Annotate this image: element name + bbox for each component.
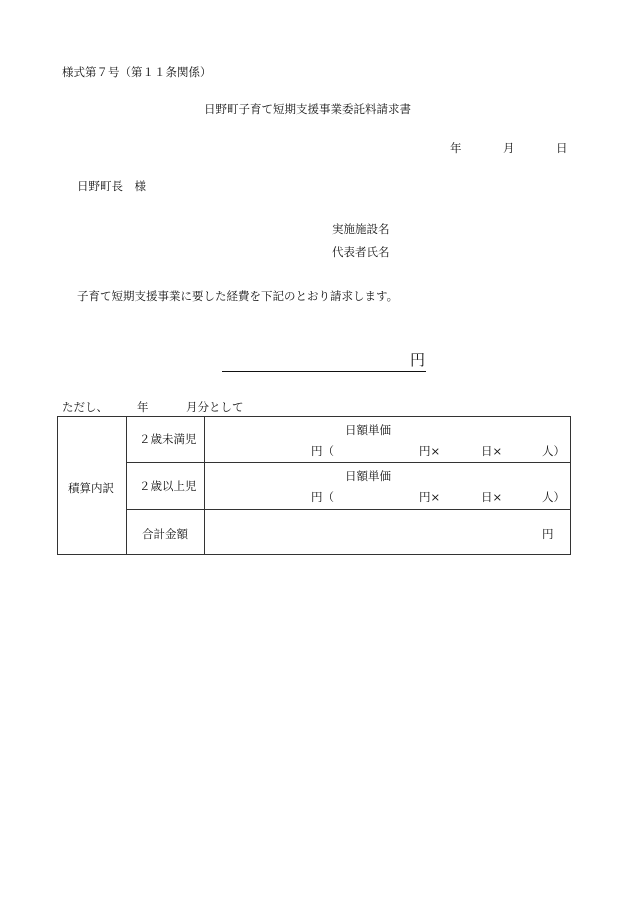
table-divider [126, 462, 570, 463]
breakdown-table [57, 416, 571, 555]
date-month-label: 月 [503, 141, 515, 155]
proviso-month-suffix: 月分として [186, 400, 244, 414]
days-times: 日× [481, 444, 503, 458]
under-two-label: ２歳未満児 [139, 432, 197, 446]
daily-unit-price-label: 日額単価 [345, 469, 391, 483]
daily-unit-price-label: 日額単価 [345, 423, 391, 437]
yen-open-paren: 円（ [311, 444, 334, 458]
persons-close-paren: 人） [542, 490, 565, 504]
breakdown-row-header: 積算内訳 [68, 481, 114, 495]
table-divider [204, 417, 205, 554]
form-number: 様式第７号（第１１条関係） [62, 65, 212, 79]
table-divider [126, 509, 570, 510]
yen-times: 円× [419, 444, 441, 458]
total-yen-unit: 円 [542, 527, 554, 541]
addressee: 日野町長 様 [77, 179, 146, 193]
table-divider [126, 417, 127, 554]
two-and-over-label: ２歳以上児 [139, 479, 197, 493]
representative-name-label: 代表者氏名 [332, 245, 390, 259]
total-amount-label: 合計金額 [142, 527, 188, 541]
amount-yen-unit: 円 [410, 351, 426, 369]
facility-name-label: 実施施設名 [332, 222, 390, 236]
yen-open-paren: 円（ [311, 490, 334, 504]
yen-times: 円× [419, 490, 441, 504]
proviso-year: 年 [137, 400, 149, 414]
date-year-label: 年 [450, 141, 462, 155]
date-day-label: 日 [556, 141, 568, 155]
persons-close-paren: 人） [542, 444, 565, 458]
request-statement: 子育て短期支援事業に要した経費を下記のとおり請求します。 [77, 289, 399, 303]
amount-underline [222, 371, 426, 372]
document-title: 日野町子育て短期支援事業委託料請求書 [204, 102, 411, 116]
proviso-prefix: ただし、 [62, 400, 108, 414]
days-times: 日× [481, 490, 503, 504]
